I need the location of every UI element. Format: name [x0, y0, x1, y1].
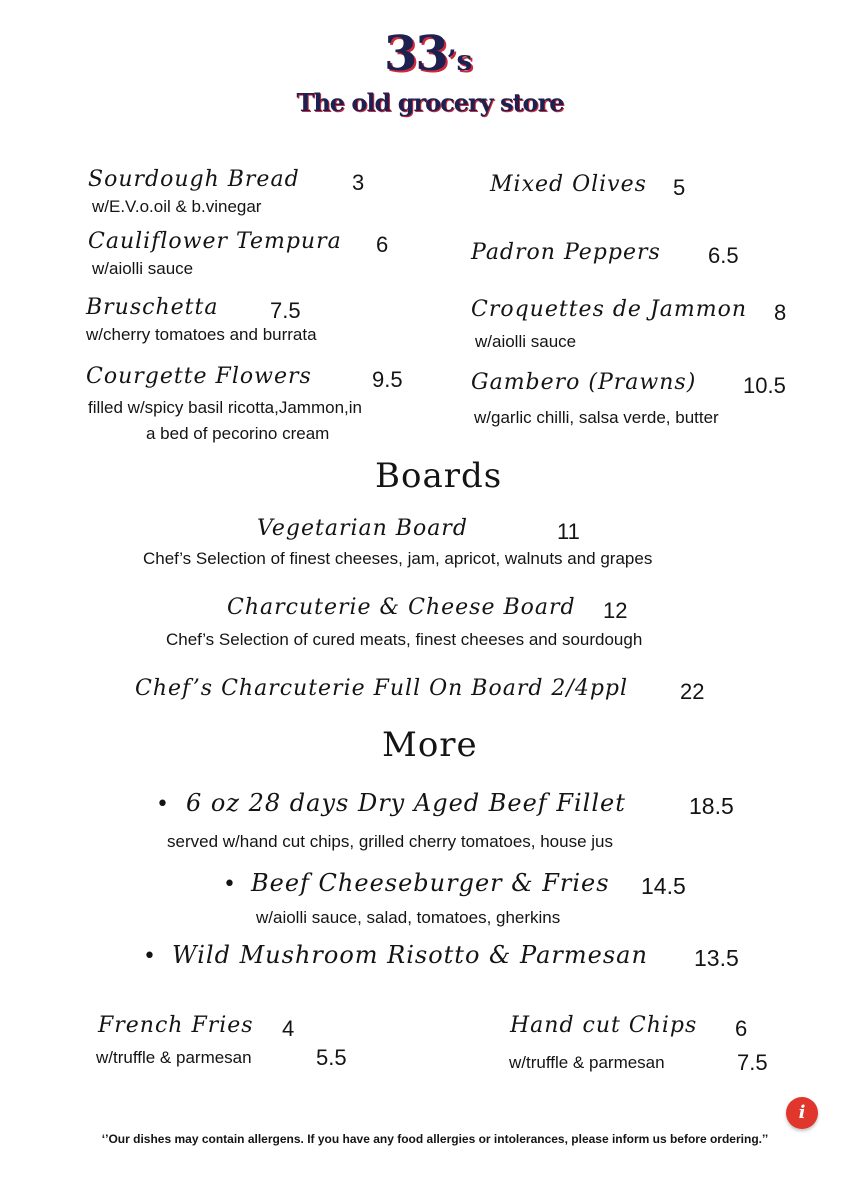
- side-price: 4: [282, 1016, 295, 1041]
- logo: [384, 26, 472, 82]
- logo-suffix: ’s: [446, 44, 473, 77]
- board-description: Chef’s Selection of cured meats, finest cheeses and sourdough: [166, 630, 643, 649]
- section-title-more: More: [382, 725, 478, 765]
- side-name: Hand cut Chips: [510, 1013, 698, 1038]
- info-icon[interactable]: i: [786, 1097, 818, 1129]
- item-price: 6: [376, 232, 389, 257]
- item-description: w/cherry tomatoes and burrata: [86, 325, 317, 344]
- board-name: Charcuterie & Cheese Board: [227, 595, 576, 620]
- item-price: 3: [352, 170, 365, 195]
- board-price: 12: [603, 598, 628, 623]
- board-name: Chef’s Charcuterie Full On Board 2/4ppl: [135, 676, 629, 701]
- item-name: Gambero (Prawns): [471, 370, 697, 395]
- item-price: 8: [774, 300, 787, 325]
- bullet-icon: •: [143, 944, 156, 969]
- item-price: 7.5: [270, 298, 301, 323]
- bullet-icon: •: [223, 872, 236, 897]
- side-extra-price: 5.5: [316, 1045, 347, 1070]
- dish-description: w/aiolli sauce, salad, tomatoes, gherkins: [256, 908, 561, 927]
- item-description: filled w/spicy basil ricotta,Jammon,in: [88, 398, 362, 417]
- board-description: Chef’s Selection of finest cheeses, jam, apricot, walnuts and grapes: [143, 549, 653, 568]
- logo-number: 33: [384, 26, 447, 82]
- section-title-boards: Boards: [375, 456, 503, 496]
- tagline: The old grocery store: [296, 88, 564, 117]
- item-description: w/E.V.o.oil & b.vinegar: [92, 197, 262, 216]
- dish-price: 18.5: [689, 793, 734, 819]
- dish-name: 6 oz 28 days Dry Aged Beef Fillet: [186, 789, 626, 817]
- item-name: Cauliflower Tempura: [88, 229, 342, 254]
- dish-name: Wild Mushroom Risotto & Parmesan: [172, 941, 648, 969]
- item-name: Mixed Olives: [490, 172, 647, 197]
- item-description: a bed of pecorino cream: [146, 424, 330, 443]
- dish-name: Beef Cheeseburger & Fries: [251, 869, 610, 897]
- item-name: Sourdough Bread: [88, 167, 300, 192]
- dish-description: served w/hand cut chips, grilled cherry tomatoes, house jus: [167, 832, 614, 851]
- board-price: 11: [557, 519, 580, 544]
- item-name: Bruschetta: [86, 295, 219, 320]
- dish-price: 13.5: [694, 945, 739, 971]
- allergen-note: ‘’Our dishes may contain allergens. If you have any food allergies or intolerances, please inform us before ordering.’’: [101, 1132, 769, 1146]
- item-price: 5: [673, 175, 686, 200]
- item-name: Croquettes de Jammon: [471, 297, 748, 322]
- dish-price: 14.5: [641, 873, 686, 899]
- item-price: 9.5: [372, 367, 403, 392]
- side-extra-price: 7.5: [737, 1050, 768, 1075]
- item-name: Padron Peppers: [471, 240, 661, 265]
- item-description: w/aiolli sauce: [92, 259, 194, 278]
- item-name: Courgette Flowers: [86, 364, 312, 389]
- board-name: Vegetarian Board: [257, 516, 468, 541]
- bullet-icon: •: [156, 792, 169, 817]
- side-description: w/truffle & parmesan: [509, 1053, 665, 1072]
- side-name: French Fries: [98, 1013, 254, 1038]
- side-description: w/truffle & parmesan: [96, 1048, 252, 1067]
- item-price: 6.5: [708, 243, 739, 268]
- side-price: 6: [735, 1016, 748, 1041]
- item-description: w/garlic chilli, salsa verde, butter: [474, 408, 719, 427]
- item-price: 10.5: [743, 373, 786, 398]
- item-description: w/aiolli sauce: [475, 332, 577, 351]
- board-price: 22: [680, 679, 705, 704]
